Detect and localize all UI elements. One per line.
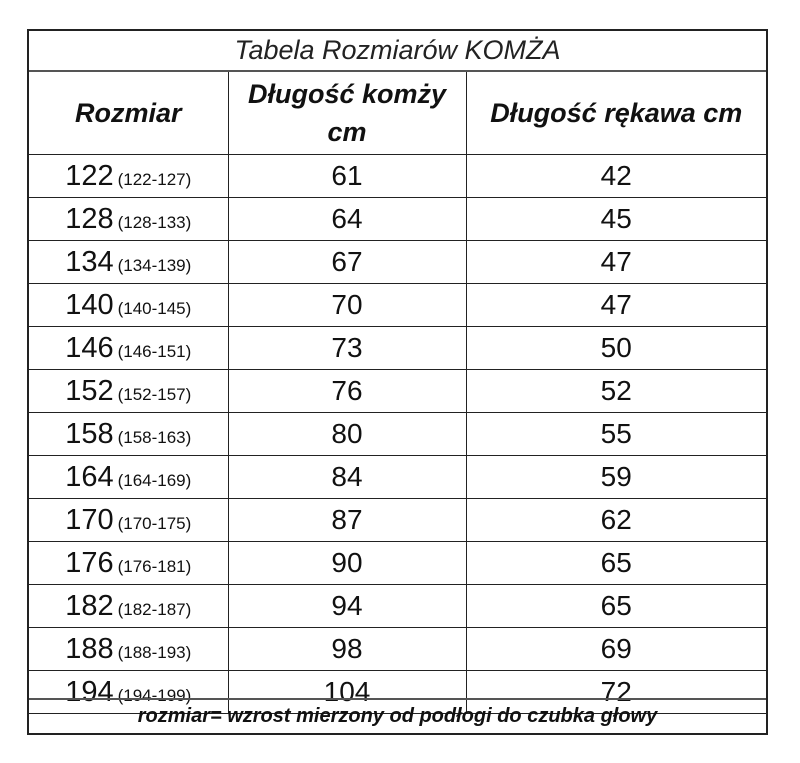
- size-cell: [29, 155, 228, 198]
- size-value: 146: [65, 331, 114, 364]
- sleeve-cell: 69: [466, 628, 766, 671]
- size-cell: [29, 413, 228, 456]
- sleeve-cell: 50: [466, 327, 766, 370]
- sleeve-cell: 47: [466, 241, 766, 284]
- size-range: (158-163): [117, 427, 192, 447]
- length-cell: 61: [228, 155, 466, 198]
- size-cell: [29, 241, 228, 284]
- table-row: [29, 370, 766, 413]
- table-row: [29, 241, 766, 284]
- length-cell: 87: [228, 499, 466, 542]
- size-range: (122-127): [117, 169, 192, 189]
- length-cell: 67: [228, 241, 466, 284]
- size-value: 152: [65, 374, 114, 407]
- size-value: 122: [65, 159, 114, 192]
- table-row: [29, 628, 766, 671]
- size-value: 176: [65, 546, 114, 579]
- size-range: (194-199): [117, 685, 192, 705]
- size-range: (182-187): [117, 599, 192, 619]
- size-range: (146-151): [117, 341, 192, 361]
- size-value: 182: [65, 589, 114, 622]
- size-range: (134-139): [117, 255, 192, 275]
- size-value: 164: [65, 460, 114, 493]
- length-cell: 98: [228, 628, 466, 671]
- sleeve-cell: 52: [466, 370, 766, 413]
- size-value: 170: [65, 503, 114, 536]
- sleeve-cell: 42: [466, 155, 766, 198]
- size-value: 188: [65, 632, 114, 665]
- size-cell: [29, 327, 228, 370]
- size-cell: [29, 284, 228, 327]
- length-cell: 104: [228, 671, 466, 714]
- sleeve-cell: 72: [466, 671, 766, 714]
- sleeve-cell: 47: [466, 284, 766, 327]
- length-cell: 90: [228, 542, 466, 585]
- length-cell: 80: [228, 413, 466, 456]
- size-table: [29, 72, 766, 714]
- length-cell: 76: [228, 370, 466, 413]
- size-cell: [29, 370, 228, 413]
- size-range: (170-175): [117, 513, 192, 533]
- table-row: [29, 327, 766, 370]
- chart-title: Tabela Rozmiarów KOMŻA: [29, 31, 766, 72]
- sleeve-cell: 55: [466, 413, 766, 456]
- size-cell: [29, 198, 228, 241]
- size-cell: [29, 542, 228, 585]
- table-row: [29, 542, 766, 585]
- sleeve-cell: 65: [466, 585, 766, 628]
- table-row: [29, 198, 766, 241]
- footnote: rozmiar= wzrost mierzony od podłogi do czubka głowy: [29, 698, 766, 733]
- header-sleeve: Długość rękawa cm: [466, 72, 766, 155]
- table-row: [29, 284, 766, 327]
- table-row: [29, 585, 766, 628]
- sleeve-cell: 45: [466, 198, 766, 241]
- size-range: (176-181): [117, 556, 192, 576]
- size-cell: [29, 456, 228, 499]
- table-row: [29, 456, 766, 499]
- length-cell: 73: [228, 327, 466, 370]
- sleeve-cell: 62: [466, 499, 766, 542]
- size-value: 128: [65, 202, 114, 235]
- size-cell: [29, 628, 228, 671]
- sleeve-cell: 59: [466, 456, 766, 499]
- length-cell: 84: [228, 456, 466, 499]
- size-chart: [27, 29, 768, 735]
- size-cell: [29, 585, 228, 628]
- size-value: 134: [65, 245, 114, 278]
- table-row: [29, 499, 766, 542]
- header-size: Rozmiar: [29, 72, 228, 155]
- header-row: [29, 72, 766, 155]
- sleeve-cell: 65: [466, 542, 766, 585]
- size-range: (152-157): [117, 384, 192, 404]
- size-range: (140-145): [117, 298, 192, 318]
- length-cell: 94: [228, 585, 466, 628]
- size-range: (188-193): [117, 642, 192, 662]
- table-row: [29, 413, 766, 456]
- size-value: 194: [65, 675, 114, 708]
- size-value: 140: [65, 288, 114, 321]
- length-cell: 64: [228, 198, 466, 241]
- size-cell: [29, 499, 228, 542]
- size-value: 158: [65, 417, 114, 450]
- table-row: [29, 155, 766, 198]
- header-length: Długość komży cm: [228, 72, 466, 155]
- length-cell: 70: [228, 284, 466, 327]
- size-range: (128-133): [117, 212, 192, 232]
- size-range: (164-169): [117, 470, 192, 490]
